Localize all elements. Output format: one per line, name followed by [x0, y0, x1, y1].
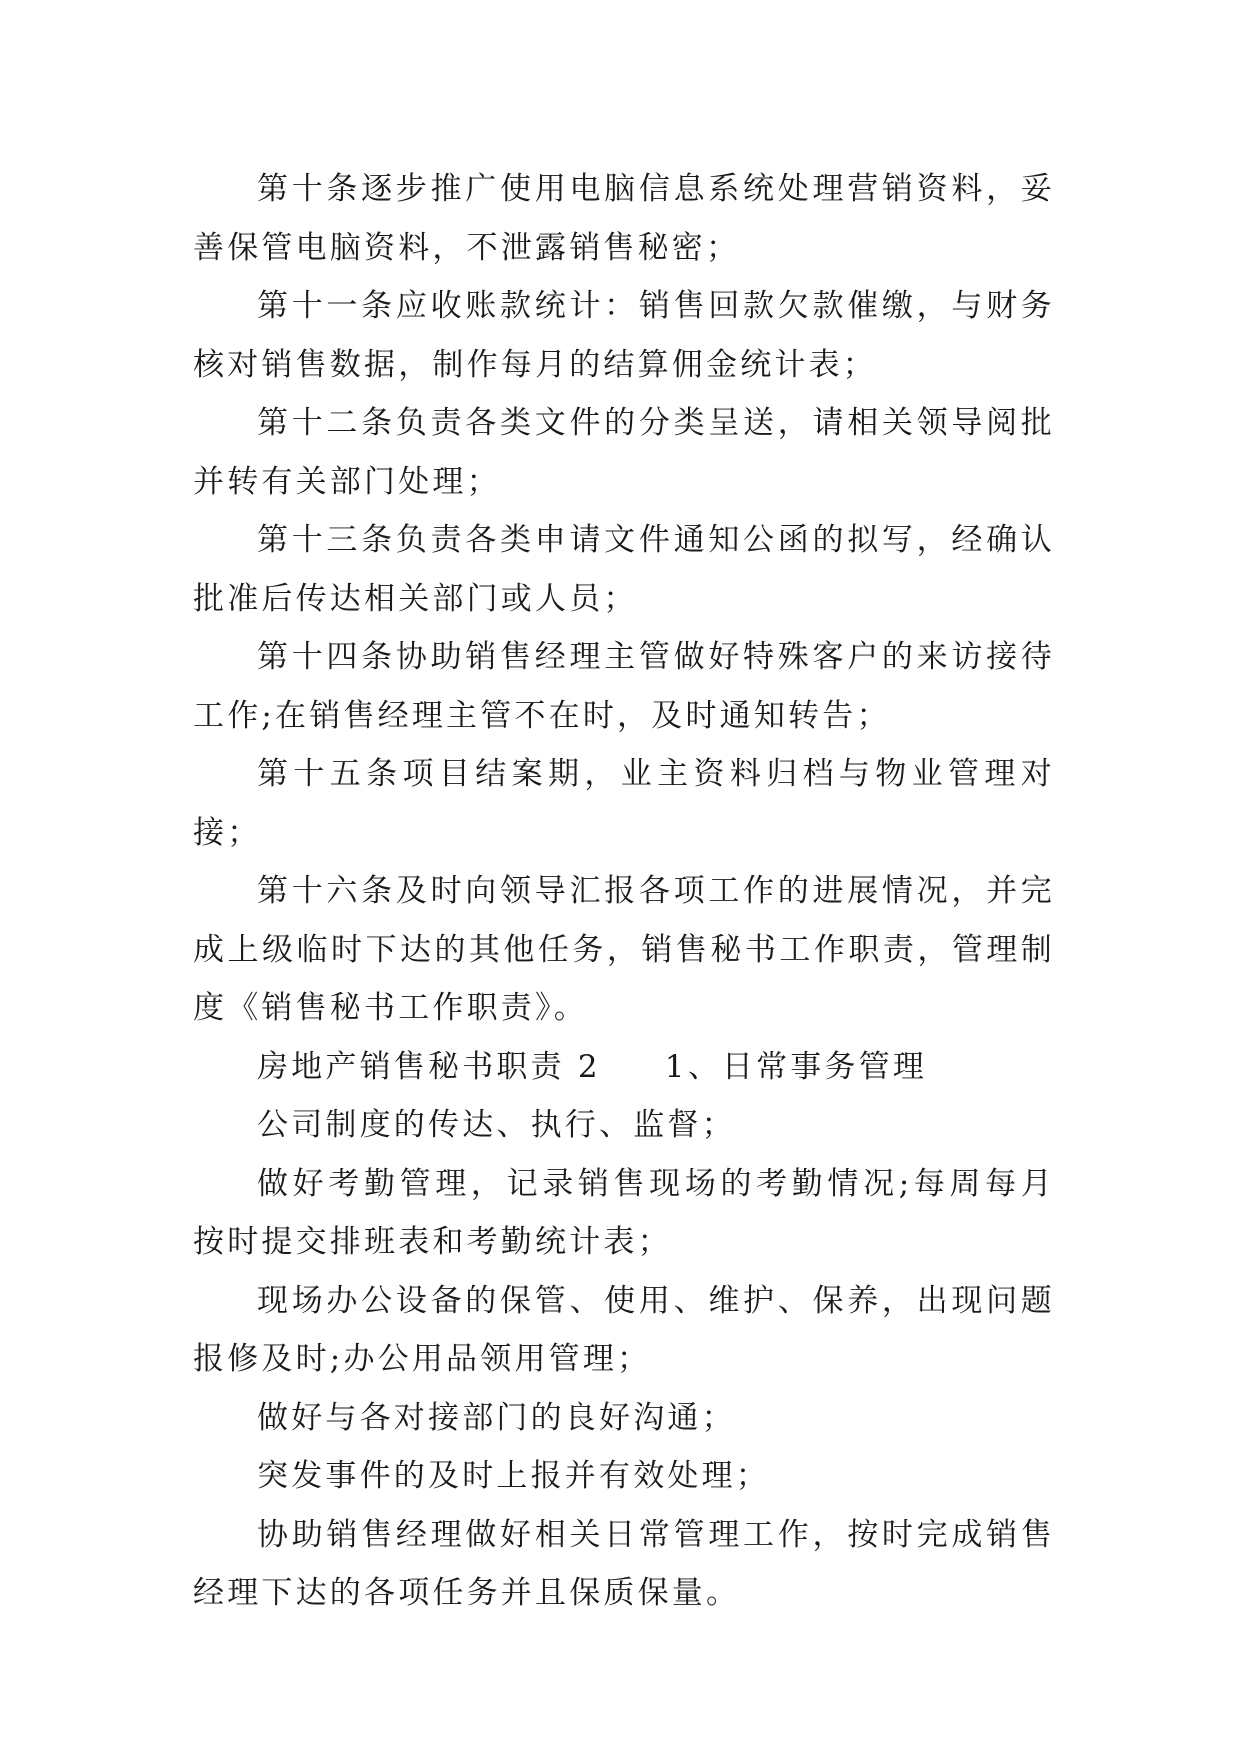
paragraph: 第十二条负责各类文件的分类呈送，请相关领导阅批并转有关部门处理；	[193, 405, 1055, 500]
paragraph: 第十五条项目结案期，业主资料归档与物业管理对接；	[193, 756, 1055, 851]
paragraph: 协助销售经理做好相关日常管理工作，按时完成销售经理下达的各项任务并且保质保量。	[193, 1516, 1055, 1611]
paragraph: 突发事件的及时上报并有效处理；	[257, 1458, 770, 1494]
paragraph: 公司制度的传达、执行、监督；	[257, 1107, 736, 1143]
paragraph: 做好考勤管理，记录销售现场的考勤情况;每周每月按时提交排班表和考勤统计表；	[193, 1165, 1055, 1260]
paragraph: 第十六条及时向领导汇报各项工作的进展情况，并完成上级临时下达的其他任务，销售秘书工作职责，管理制度《销售秘书工作职责》。	[193, 873, 1055, 1026]
section-title: 房地产销售秘书职责 2	[257, 1048, 601, 1085]
paragraph: 做好与各对接部门的良好沟通；	[257, 1399, 736, 1436]
paragraph: 第十三条负责各类申请文件通知公函的拟写，经确认批准后传达相关部门或人员；	[193, 522, 1055, 617]
subsection-title: 1、日常事务管理	[664, 1048, 928, 1085]
paragraph: 现场办公设备的保管、使用、维护、保养，出现问题报修及时;办公用品领用管理；	[193, 1282, 1055, 1377]
section-heading-line	[193, 1038, 1055, 1097]
paragraph: 第十条逐步推广使用电脑信息系统处理营销资料，妥善保管电脑资料，不泄露销售秘密；	[193, 171, 1055, 266]
paragraph: 第十一条应收账款统计：销售回款欠款催缴，与财务核对销售数据，制作每月的结算佣金统计表；	[193, 288, 1055, 383]
document-body	[193, 160, 1055, 1623]
paragraph: 第十四条协助销售经理主管做好特殊客户的来访接待工作;在销售经理主管不在时，及时通知转告；	[193, 639, 1055, 734]
